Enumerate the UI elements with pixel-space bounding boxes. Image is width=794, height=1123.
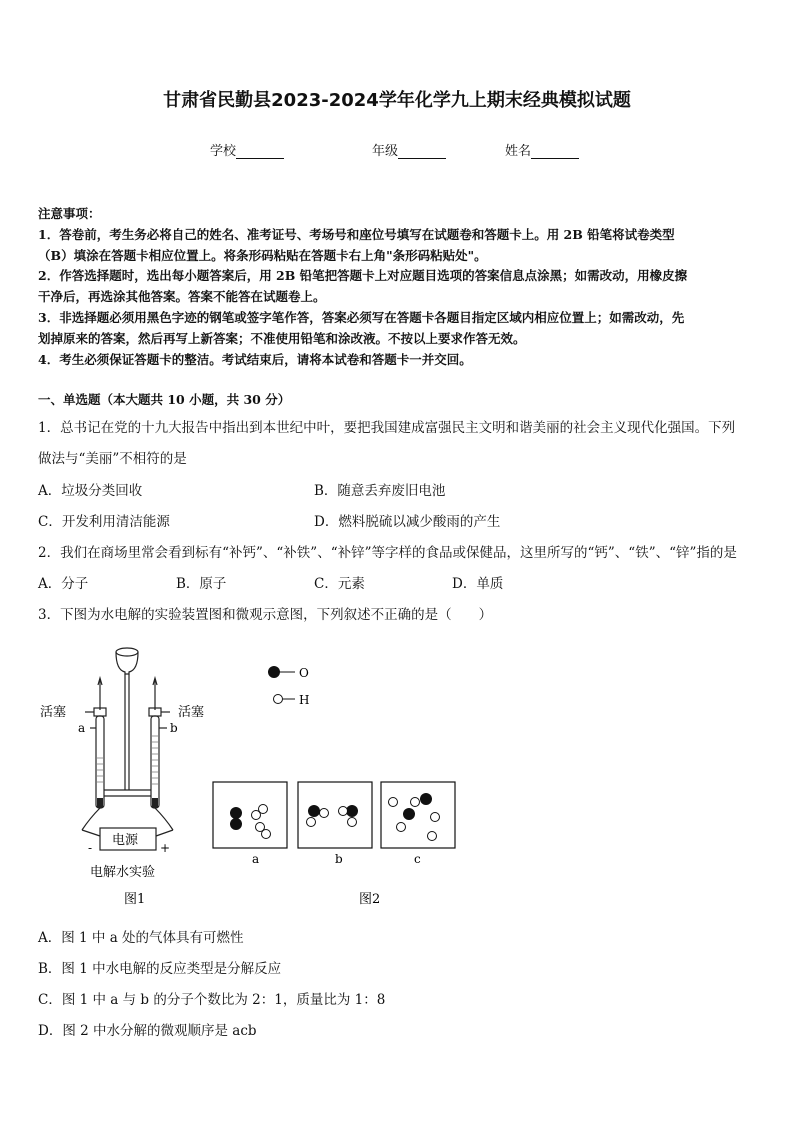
section-heading: 一、单选题（本大题共 10 小题，共 30 分） [38,392,291,407]
q2-option-a: A．分子 [38,576,89,592]
stopcock-left-label: 活塞 [40,705,67,720]
grade-blank [398,145,446,159]
grade-field [372,140,446,159]
page-title: 甘肃省民勤县2023-2024学年化学九上期末经典模拟试题 [163,90,631,111]
grade-label: 年级 [372,144,399,159]
q1-stem-line1: 1．总书记在党的十九大报告中指出到本世纪中叶，要把我国建成富强民主文明和谐美丽的社会主义现代化强国。下列 [38,420,736,436]
q1-option-c: C．开发利用清洁能源 [38,514,170,530]
name-label: 姓名 [505,144,532,159]
figure2-label: 图2 [359,892,381,907]
right-electrode [152,798,158,808]
figure1-caption: 电解水实验 [90,865,156,880]
hydrogen-atom-legend [274,695,283,704]
notice-line: 划掉原来的答案，然后再写上新答案；不准使用铅笔和涂改液。不按以上要求作答无效。 [38,331,526,346]
notice-line: 4．考生必须保证答题卡的整洁。考试结束后，请将本试卷和答题卡一并交回。 [38,352,472,367]
right-tube [151,716,159,808]
q2-option-c: C．元素 [314,576,365,592]
legend-hydrogen-label: H [299,693,310,707]
q1-option-d: D．燃料脱硫以减少酸雨的产生 [314,514,501,530]
notice-line: 干净后，再选涂其他答案。答案不能答在试题卷上。 [38,289,326,304]
figure1-label: 图1 [124,892,146,907]
box-b-label: b [335,852,343,866]
microscopic-diagram-figure [205,650,465,912]
legend-oxygen-label: O [299,666,309,680]
notice-heading: 注意事项： [38,206,101,221]
q1-option-a: A．垃圾分类回收 [38,483,143,499]
stopcock-right-label: 活塞 [178,705,205,720]
left-tube [96,716,104,808]
q1-stem-line2: 做法与“美丽”不相符的是 [38,451,187,467]
q2-option-b: B．原子 [176,576,227,592]
q3-option-a: A．图 1 中 a 处的气体具有可燃性 [38,930,244,946]
electrolysis-apparatus-figure [30,640,230,912]
box-c [381,782,455,848]
q3-option-b: B．图 1 中水电解的反应类型是分解反应 [38,961,282,977]
school-blank [236,145,284,159]
reservoir-rim [116,648,138,656]
box-c-label: c [414,852,421,866]
q2-option-d: D．单质 [452,576,504,592]
q3-option-d: D．图 2 中水分解的微观顺序是 acb [38,1023,257,1039]
oxygen-atom-legend [268,666,280,678]
power-label: 电源 [112,833,139,848]
q3-option-c: C．图 1 中 a 与 b 的分子个数比为 2：1，质量比为 1：8 [38,992,386,1008]
q2-stem: 2．我们在商场里常会看到标有“补钙”、“补铁”、“补锌”等字样的食品或保健品，这里所写的“钙”、“铁”、“锌”指的是 [38,545,737,561]
q3-stem: 3．下图为水电解的实验装置图和微观示意图，下列叙述不正确的是（ ） [38,607,493,623]
notice-line: 3．非选择题必须用黑色字迹的钢笔或签字笔作答，答案必须写在答题卡各题目指定区域内相应位置上；如需改动，先 [38,310,685,325]
left-wire [82,808,100,830]
name-blank [531,145,579,159]
q1-option-b: B．随意丢弃废旧电池 [314,483,446,499]
school-label: 学校 [210,144,237,159]
left-electrode [97,798,103,808]
notice-line: 1．答卷前，考生务必将自己的姓名、准考证号、考场号和座位号填写在试题卷和答题卡上。用 2B 铅笔将试卷类型 [38,227,675,242]
tube-b-label: b [170,721,178,735]
right-wire [155,808,173,830]
box-b [298,782,372,848]
tube-a-label: a [78,721,86,735]
school-field [210,140,284,159]
notice-line: （B）填涂在答题卡相应位置上。将条形码粘贴在答题卡右上角"条形码粘贴处"。 [38,248,487,263]
box-a-label: a [252,852,260,866]
box-a [213,782,287,848]
notice-line: 2．作答选择题时，选出每小题答案后，用 2B 铅笔把答题卡上对应题目选项的答案信息点涂黑；如需改动，用橡皮擦 [38,268,688,283]
name-field [505,140,579,159]
plus-sign: + [160,841,171,855]
minus-sign: - [88,841,93,855]
